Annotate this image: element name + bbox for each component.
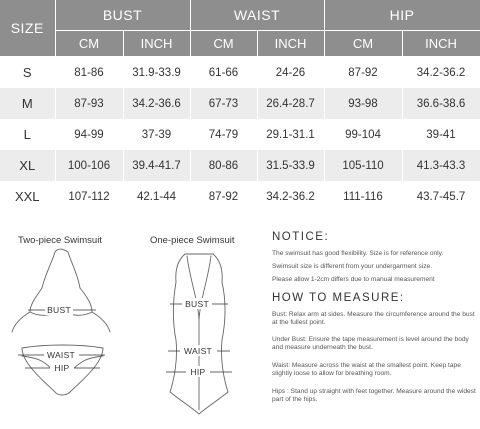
table-cell: 31.5-33.9 <box>257 150 324 181</box>
table-cell: 74-79 <box>190 119 257 150</box>
two-piece-waist-label: WAIST <box>46 350 76 360</box>
table-cell: 31.9-33.9 <box>123 57 190 89</box>
table-cell: 99-104 <box>324 119 402 150</box>
size-cell: S <box>0 57 55 89</box>
waist-inch-header: INCH <box>257 31 324 57</box>
table-cell: 41.3-43.3 <box>402 150 480 181</box>
table-cell: 107-112 <box>55 181 123 212</box>
table-cell: 39-41 <box>402 119 480 150</box>
table-cell: 37-39 <box>123 119 190 150</box>
one-piece-hip-label: HIP <box>190 367 206 377</box>
table-cell: 34.2-36.2 <box>402 57 480 89</box>
notice-heading: NOTICE: <box>272 231 330 243</box>
two-piece-title: Two-piece Swimsuit <box>18 235 102 246</box>
table-cell: 43.7-45.7 <box>402 181 480 212</box>
one-piece-waist-label: WAIST <box>183 346 213 356</box>
table-cell: 87-92 <box>190 181 257 212</box>
bust-group-header: BUST <box>55 0 190 31</box>
measure-instruction: Hips : Stand up straight with feet together. Measure around the widest part of the hips. <box>272 388 476 404</box>
measure-instruction: Waist: Measure across the waist at the smallest point. Keep tape slightly loose to allow for breathing room. <box>272 362 461 378</box>
one-piece-bust-label: BUST <box>185 299 209 309</box>
table-cell: 87-92 <box>324 57 402 89</box>
bust-inch-header: INCH <box>123 31 190 57</box>
hip-group-header: HIP <box>324 0 480 31</box>
table-cell: 67-73 <box>190 88 257 119</box>
measure-instruction: Under Bust: Ensure the tape measurement is level around the body and measure underneath the bust. <box>272 336 469 352</box>
size-cell: M <box>0 88 55 119</box>
bikini-top-illustration <box>12 249 110 332</box>
one-piece-title: One-piece Swimsuit <box>150 235 235 246</box>
waist-cm-header: CM <box>190 31 257 57</box>
notice-line: Please allow 1-2cm differs due to manual measurement <box>272 276 435 283</box>
size-column-header: SIZE <box>0 0 55 57</box>
hip-inch-header: INCH <box>402 31 480 57</box>
table-cell: 36.6-38.6 <box>402 88 480 119</box>
table-cell: 93-98 <box>324 88 402 119</box>
table-cell: 105-110 <box>324 150 402 181</box>
size-cell: XL <box>0 150 55 181</box>
table-cell: 34.2-36.6 <box>123 88 190 119</box>
table-cell: 87-93 <box>55 88 123 119</box>
how-to-measure-heading: HOW TO MEASURE: <box>272 292 405 304</box>
table-cell: 26.4-28.7 <box>257 88 324 119</box>
table-cell: 111-116 <box>324 181 402 212</box>
table-cell: 42.1-44 <box>123 181 190 212</box>
one-piece-illustration <box>170 254 228 414</box>
table-cell: 24-26 <box>257 57 324 89</box>
table-cell: 34.2-36.2 <box>257 181 324 212</box>
size-cell: L <box>0 119 55 150</box>
size-cell: XXL <box>0 181 55 212</box>
bust-cm-header: CM <box>55 31 123 57</box>
notice-line: The swimsuit has good flexibility. Size is for reference only. <box>272 250 444 257</box>
table-cell: 80-86 <box>190 150 257 181</box>
hip-cm-header: CM <box>324 31 402 57</box>
table-cell: 94-99 <box>55 119 123 150</box>
waist-group-header: WAIST <box>190 0 324 31</box>
notice-line: Swimsuit size is different from your undergarment size. <box>272 263 433 270</box>
two-piece-hip-label: HIP <box>54 363 70 373</box>
two-piece-bust-label: BUST <box>47 305 71 315</box>
table-cell: 29.1-31.1 <box>257 119 324 150</box>
table-cell: 81-86 <box>55 57 123 89</box>
table-cell: 39.4-41.7 <box>123 150 190 181</box>
table-cell: 61-66 <box>190 57 257 89</box>
table-cell: 100-106 <box>55 150 123 181</box>
measure-instruction: Bust: Relax arm at sides. Measure the circumference around the bust at the fullest point. <box>272 311 475 327</box>
